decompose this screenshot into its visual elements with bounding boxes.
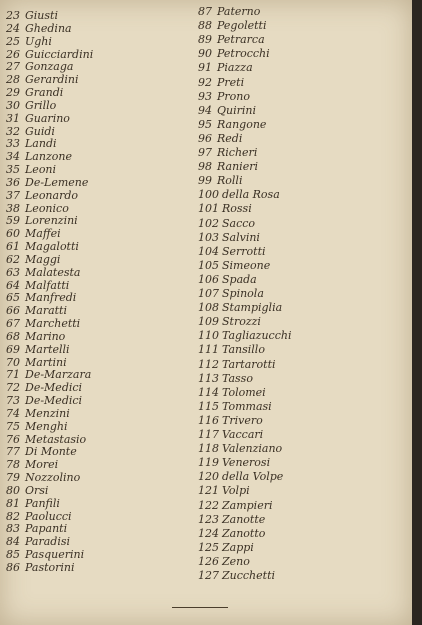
list-item [198,232,260,244]
entry-number: 91 [198,61,212,75]
entry-name: Paradisi [25,535,71,549]
entry-name: Marino [25,329,66,343]
list-item [6,100,56,112]
entry-name: Martini [25,355,67,369]
entry-name: Paterno [217,5,261,18]
entry-name: della Volpe [222,470,284,484]
entry-name: Piazza [217,61,253,75]
list-item [198,48,270,60]
list-item [198,161,258,173]
entry-name: Gerardini [25,73,79,87]
entry-number: 118 [198,442,219,456]
list-item [198,203,252,215]
entry-number: 36 [6,175,20,189]
entry-number: 108 [198,301,219,315]
entry-name: Strozzi [222,315,261,329]
entry-name: Tagliazucchi [222,329,292,343]
entry-name: Zampieri [222,498,273,512]
entry-name: Malfatti [25,278,70,292]
list-item [6,549,84,561]
entry-number: 84 [6,535,20,549]
entry-number: 119 [198,456,219,470]
entry-name: Venerosi [222,456,271,470]
entry-number: 94 [198,103,212,117]
entry-number: 98 [198,160,212,174]
list-item [6,228,61,240]
entry-name: Petrarca [217,33,265,47]
entry-number: 81 [6,496,20,510]
entry-name: Valenziano [222,442,283,456]
entry-name: Menghi [25,419,68,433]
list-item [198,457,270,469]
entry-name: Tommasi [222,399,272,413]
entry-number: 34 [6,150,20,164]
list-item [6,126,55,138]
entry-number: 79 [6,471,20,485]
entry-name: Guicciardini [25,47,94,61]
list-item [6,164,56,176]
list-item [198,429,263,441]
list-item [6,446,77,458]
entry-number: 116 [198,413,219,427]
entry-name: Ughi [25,34,52,48]
entry-number: 110 [198,329,219,343]
entry-name: Rangone [217,117,267,131]
entry-name: Spada [222,272,257,286]
entry-name: Zeno [222,554,250,568]
list-item [6,292,76,304]
entry-number: 77 [6,445,20,459]
list-item [198,91,250,103]
entry-name: Ghedina [25,21,72,35]
entry-number: 69 [6,342,20,356]
entry-number: 72 [6,381,20,395]
list-item [6,318,80,330]
entry-number: 82 [6,509,20,523]
list-item [198,330,291,342]
entry-number: 23 [6,9,20,22]
list-item [6,459,58,471]
entry-name: Zappi [222,540,254,554]
entry-number: 105 [198,258,219,272]
list-item [6,61,73,73]
entry-name: Leonico [25,201,69,215]
list-item [6,177,88,189]
list-item [198,570,275,582]
list-item [6,357,67,369]
entry-name: Grillo [25,98,57,112]
entry-number: 75 [6,419,20,433]
entry-name: Di Monte [25,445,77,459]
list-item [198,105,256,117]
list-item [6,395,82,407]
entry-number: 106 [198,272,219,286]
entry-name: Panfili [25,496,60,510]
entry-name: Simeone [222,258,271,272]
entry-number: 24 [6,21,20,35]
entry-name: Orsi [25,483,49,497]
entry-name: Pastorini [25,561,75,574]
entry-number: 30 [6,98,20,112]
entry-number: 99 [198,174,212,188]
entry-number: 115 [198,399,219,413]
entry-name: Giusti [25,9,58,22]
entry-number: 76 [6,432,20,446]
list-item [198,344,265,356]
list-item [6,523,67,535]
entry-number: 83 [6,522,20,536]
list-item [198,274,257,286]
entry-number: 88 [198,19,212,33]
entry-name: Redi [217,131,243,145]
entry-name: Nozzolino [25,471,81,485]
entry-number: 86 [6,561,20,574]
list-item [198,147,257,159]
list-item [6,498,60,510]
entry-number: 38 [6,201,20,215]
entry-name: Volpi [222,484,250,498]
entry-number: 65 [6,291,20,305]
list-item [198,514,265,526]
entry-name: Ranieri [217,160,258,174]
entry-number: 74 [6,406,20,420]
entry-name: Richeri [217,146,258,159]
list-item [198,189,280,201]
entry-name: Trivero [222,413,263,427]
list-item [198,542,254,554]
entry-number: 126 [198,554,219,568]
list-item [6,254,60,266]
entry-name: Salvini [222,230,260,244]
list-item [198,62,253,74]
entry-number: 78 [6,458,20,472]
entry-number: 127 [198,569,219,582]
list-item [198,119,266,131]
entry-number: 62 [6,252,20,266]
list-item [6,49,93,61]
list-item [6,382,82,394]
entry-name: Spinola [222,287,264,300]
list-item [198,415,263,427]
entry-number: 87 [198,5,212,18]
entry-number: 122 [198,498,219,512]
bottom-rule [172,607,228,608]
entry-number: 73 [6,394,20,408]
list-item [6,87,63,99]
entry-name: Morei [25,458,59,472]
list-item [6,113,70,125]
list-item [198,175,242,187]
entry-name: Leoni [25,163,57,177]
entry-name: Maratti [25,304,67,318]
list-item [198,401,272,413]
list-item [198,500,272,512]
entry-name: Guidi [25,124,55,138]
entry-number: 32 [6,124,20,138]
entry-name: Landi [25,137,57,151]
list-item [198,288,264,300]
entry-name: Marchetti [25,317,81,331]
entry-name: Gonzaga [25,60,74,74]
entry-name: Pasquerini [25,548,85,562]
entry-number: 107 [198,287,219,300]
entry-number: 111 [198,343,219,357]
list-item [198,34,265,46]
entry-number: 89 [198,33,212,47]
entry-number: 124 [198,526,219,540]
entry-number: 71 [6,368,20,382]
entry-name: De-Medici [25,381,83,395]
list-item [6,215,78,227]
list-item [198,260,270,272]
entry-number: 109 [198,315,219,329]
entry-number: 120 [198,470,219,484]
list-item [6,511,72,523]
entry-name: Rolli [217,174,243,188]
entry-number: 26 [6,47,20,61]
entry-number: 67 [6,317,20,331]
entry-name: Petrocchi [217,47,270,61]
list-item [198,359,276,371]
entry-name: De-Medici [25,394,83,408]
list-item [198,218,255,230]
entry-name: Zucchetti [222,569,276,582]
entry-name: Serrotti [222,244,266,258]
entry-name: Vaccari [222,428,264,441]
list-item [198,77,244,89]
list-item [198,373,253,385]
entry-name: Leonardo [25,188,79,202]
entry-number: 95 [198,117,212,131]
entry-name: Magalotti [25,240,79,254]
entry-number: 125 [198,540,219,554]
entry-name: della Rosa [222,188,280,202]
list-item [6,36,52,48]
entry-number: 102 [198,216,219,230]
entry-name: Menzini [25,406,70,420]
entry-number: 114 [198,385,219,399]
entry-number: 123 [198,512,219,526]
list-item [6,280,69,292]
entry-number: 37 [6,188,20,202]
entry-number: 27 [6,60,20,74]
entry-number: 90 [198,47,212,61]
entry-number: 101 [198,202,219,216]
list-item [6,331,65,343]
list-item [6,421,68,433]
entry-number: 60 [6,227,20,241]
list-item [198,246,266,258]
entry-name: Guarino [25,111,70,125]
list-item [198,6,260,18]
entry-name: Maggi [25,252,61,266]
list-item [6,138,57,150]
list-item [6,74,79,86]
entry-number: 70 [6,355,20,369]
entry-number: 104 [198,244,219,258]
entry-number: 25 [6,34,20,48]
entry-name: Rossi [222,202,252,216]
entry-number: 68 [6,329,20,343]
list-item [6,190,78,202]
entry-number: 66 [6,304,20,318]
list-item [6,203,69,215]
entry-name: Tolomei [222,385,266,399]
entry-number: 63 [6,265,20,279]
entry-number: 35 [6,163,20,177]
list-item [198,387,266,399]
entry-number: 61 [6,240,20,254]
entry-name: Paolucci [25,509,72,523]
list-item [6,472,80,484]
list-item [198,302,282,314]
list-item [6,408,70,420]
list-item [198,485,250,497]
entry-name: Prono [217,89,250,103]
entry-number: 97 [198,146,212,159]
list-item [198,316,261,328]
list-item [6,305,67,317]
entry-name: Quirini [217,103,256,117]
entry-name: De-Lemene [25,175,89,189]
entry-name: Grandi [25,86,64,100]
entry-number: 100 [198,188,219,202]
entry-name: Lanzone [25,150,72,164]
entry-name: Zanotte [222,512,266,526]
list-item [198,471,283,483]
list-item [6,434,86,446]
entry-name: Malatesta [25,265,81,279]
list-item [6,151,72,163]
entry-number: 28 [6,73,20,87]
list-item [198,20,266,32]
entry-number: 117 [198,428,219,441]
entry-number: 64 [6,278,20,292]
entry-name: Stampiglia [222,301,283,315]
list-item [6,23,72,35]
entry-name: Sacco [222,216,256,230]
list-item [198,528,265,540]
entry-number: 103 [198,230,219,244]
entry-number: 121 [198,484,219,498]
entry-number: 31 [6,111,20,125]
entry-name: Tasso [222,371,253,385]
entry-number: 112 [198,357,219,371]
list-item [6,536,70,548]
entry-name: Zanotto [222,526,266,540]
list-item [198,556,250,568]
entry-number: 33 [6,137,20,151]
list-item [198,133,242,145]
entry-number: 113 [198,371,219,385]
list-item [198,443,282,455]
list-item [6,241,79,253]
entry-number: 93 [198,89,212,103]
list-item [6,267,80,279]
entry-name: Papanti [25,522,68,536]
entry-number: 29 [6,86,20,100]
entry-name: Martelli [25,342,70,356]
entry-name: Tansillo [222,343,265,357]
entry-name: Tartarotti [222,357,276,371]
entry-number: 92 [198,75,212,89]
entry-number: 80 [6,483,20,497]
entry-name: De-Marzara [25,368,92,382]
list-item [6,369,91,381]
list-item [6,344,70,356]
entry-name: Maffei [25,227,61,241]
page-edge [412,0,422,625]
entry-number: 85 [6,548,20,562]
entry-name: Metastasio [25,432,87,446]
entry-name: Lorenzini [25,214,78,228]
list-item [6,485,48,497]
entry-name: Manfredi [25,291,77,305]
entry-name: Pegoletti [217,19,267,33]
list-item [6,10,58,22]
entry-number: 96 [198,131,212,145]
entry-name: Preti [217,75,245,89]
entry-number: 59 [6,214,20,228]
list-item [6,562,75,574]
